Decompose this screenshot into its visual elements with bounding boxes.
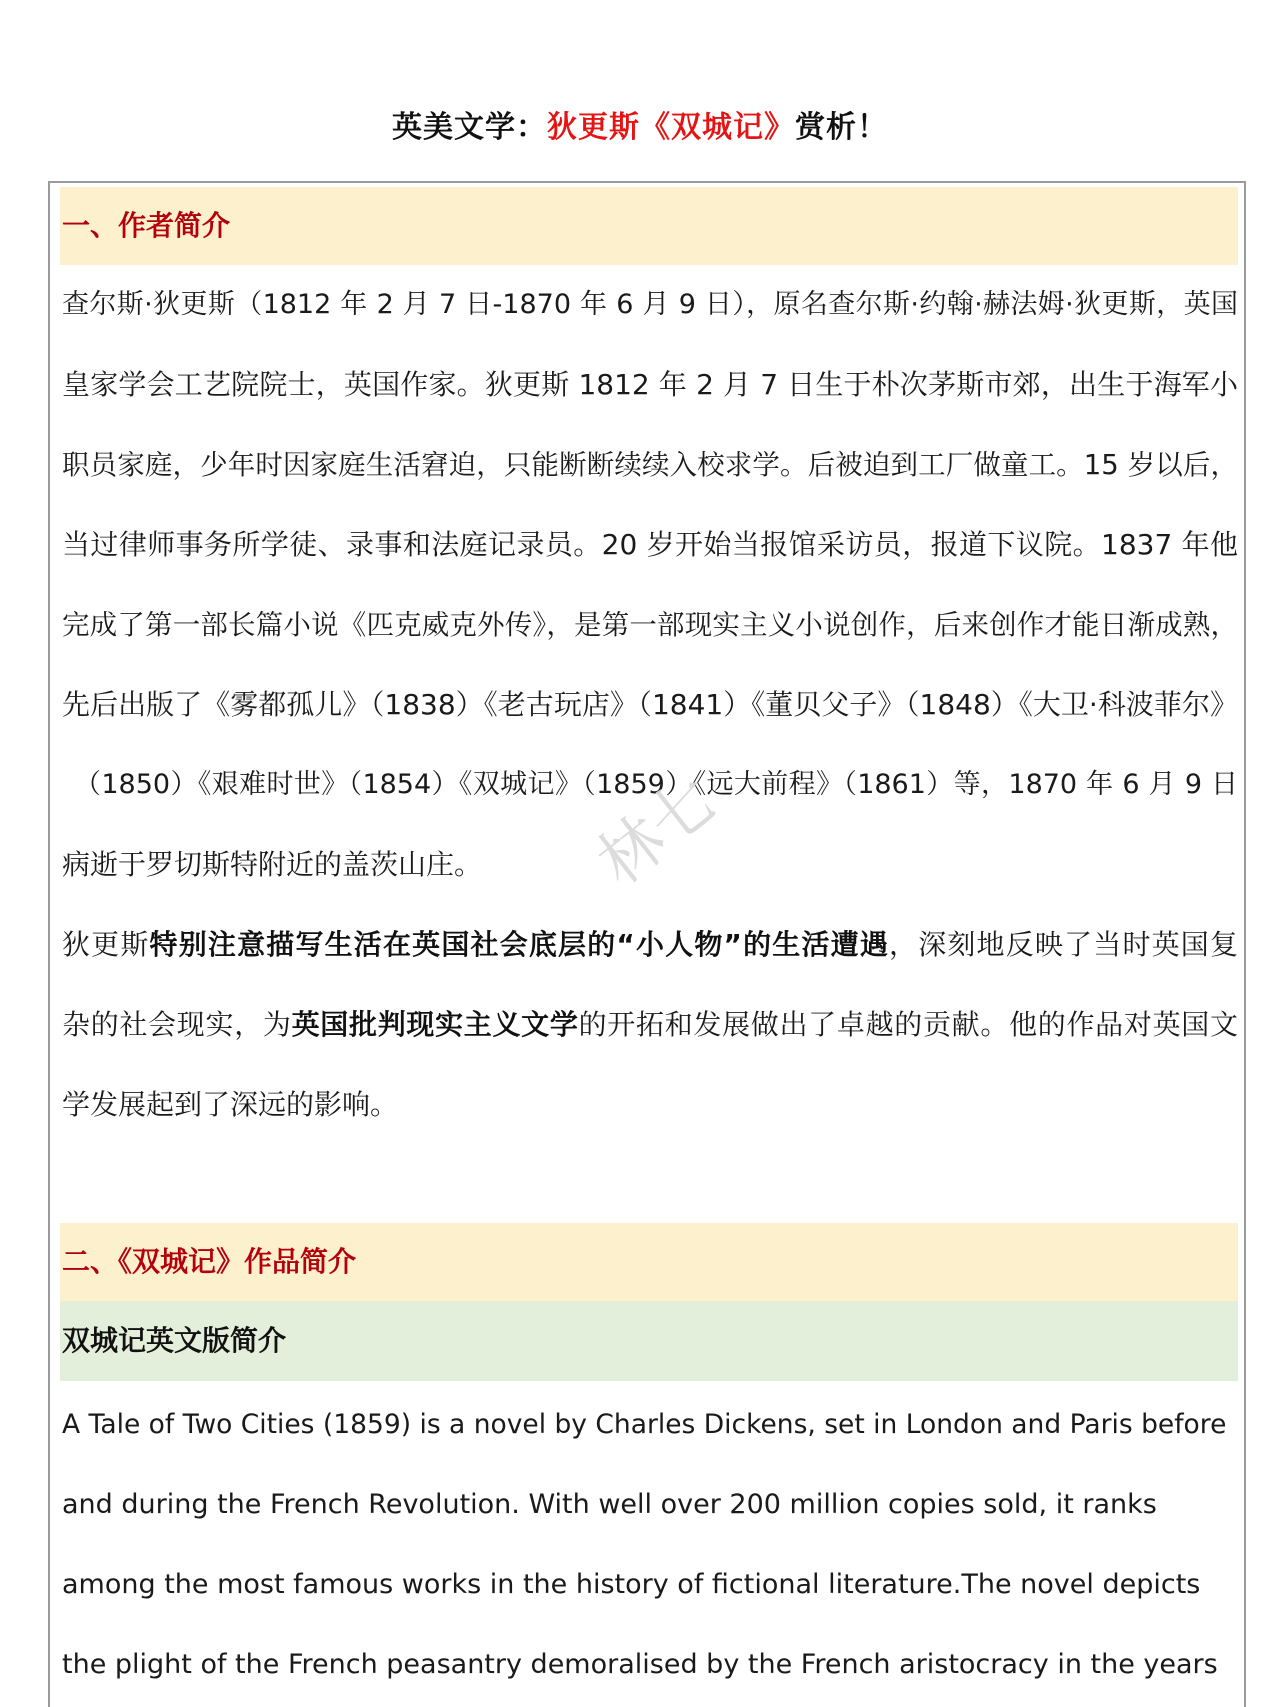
bold-text: 特别注意描写生活在英国社会底层的“小人物”的生活遭遇 bbox=[149, 928, 890, 961]
title-part-1: 英美文学： bbox=[392, 110, 547, 146]
text-span: 杂的社会现实，为 bbox=[62, 1008, 292, 1041]
text-line: 病逝于罗切斯特附近的盖茨山庄。 bbox=[62, 848, 483, 881]
text-span: 的开拓和发展做出了卓越的贡献。他的作品对英国文 bbox=[578, 1008, 1238, 1041]
bold-text: 英国批判现实主义文学 bbox=[291, 1008, 579, 1041]
watermark: 林七 bbox=[584, 763, 731, 901]
text-line: 查尔斯·狄更斯（1812 年 2 月 7 日-1870 年 6 月 9 日），原名查尔斯·约翰·赫法姆·狄更斯，英国 bbox=[62, 289, 1238, 320]
text-line: 先后出版了《雾都孤儿》（1838）《老古玩店》（1841）《董贝父子》（1848）《大卫·科波菲尔》 bbox=[62, 688, 1238, 721]
text-line: 职员家庭，少年时因家庭生活窘迫，只能断断续续入校求学。后被迫到工厂做童工。15 岁以后， bbox=[62, 449, 1238, 481]
text-line: A Tale of Two Cities (1859) is a novel by Charles Dickens, set in London and Paris before bbox=[62, 1409, 1227, 1440]
subheading-english-intro: 双城记英文版简介 bbox=[60, 1301, 1238, 1381]
text-span: ，深刻地反映了当时英国复 bbox=[889, 928, 1238, 961]
text-line: 当过律师事务所学徒、录事和法庭记录员。20 岁开始当报馆采访员，报道下议院。1837 年他 bbox=[62, 528, 1238, 561]
text-line: 完成了第一部长篇小说《匹克威克外传》，是第一部现实主义小说创作，后来创作才能日渐成熟， bbox=[62, 609, 1238, 641]
text-line bbox=[62, 985, 1238, 1065]
text-line: 学发展起到了深远的影响。 bbox=[62, 1088, 399, 1121]
text-line bbox=[62, 905, 1238, 985]
text-line: （1850）《艰难时世》（1854）《双城记》（1859）《远大前程》（1861）等，1870 年 6 月 9 日 bbox=[74, 769, 1238, 800]
text-line: the plight of the French peasantry demoralised by the French aristocracy in the years bbox=[62, 1649, 1218, 1680]
text-line: among the most famous works in the history of fictional literature.The novel depicts bbox=[62, 1569, 1201, 1600]
influence-paragraph bbox=[62, 905, 1238, 1145]
title-part-2: 狄更斯《双城记》 bbox=[547, 110, 795, 146]
page-title bbox=[0, 68, 1280, 188]
text-line: 皇家学会工艺院院士，英国作家。狄更斯 1812 年 2 月 7 日生于朴次茅斯市郊，出生于海军小 bbox=[62, 368, 1238, 401]
document-body bbox=[48, 181, 1246, 1707]
title-part-3: 赏析！ bbox=[795, 110, 888, 146]
text-span: 狄更斯 bbox=[62, 928, 150, 961]
english-intro-paragraph bbox=[62, 1385, 1238, 1705]
section-heading-author: 一、作者简介 bbox=[60, 187, 1238, 265]
text-line: and during the French Revolution. With well over 200 million copies sold, it ranks bbox=[62, 1489, 1157, 1520]
section-heading-work: 二、《双城记》作品简介 bbox=[60, 1223, 1238, 1301]
